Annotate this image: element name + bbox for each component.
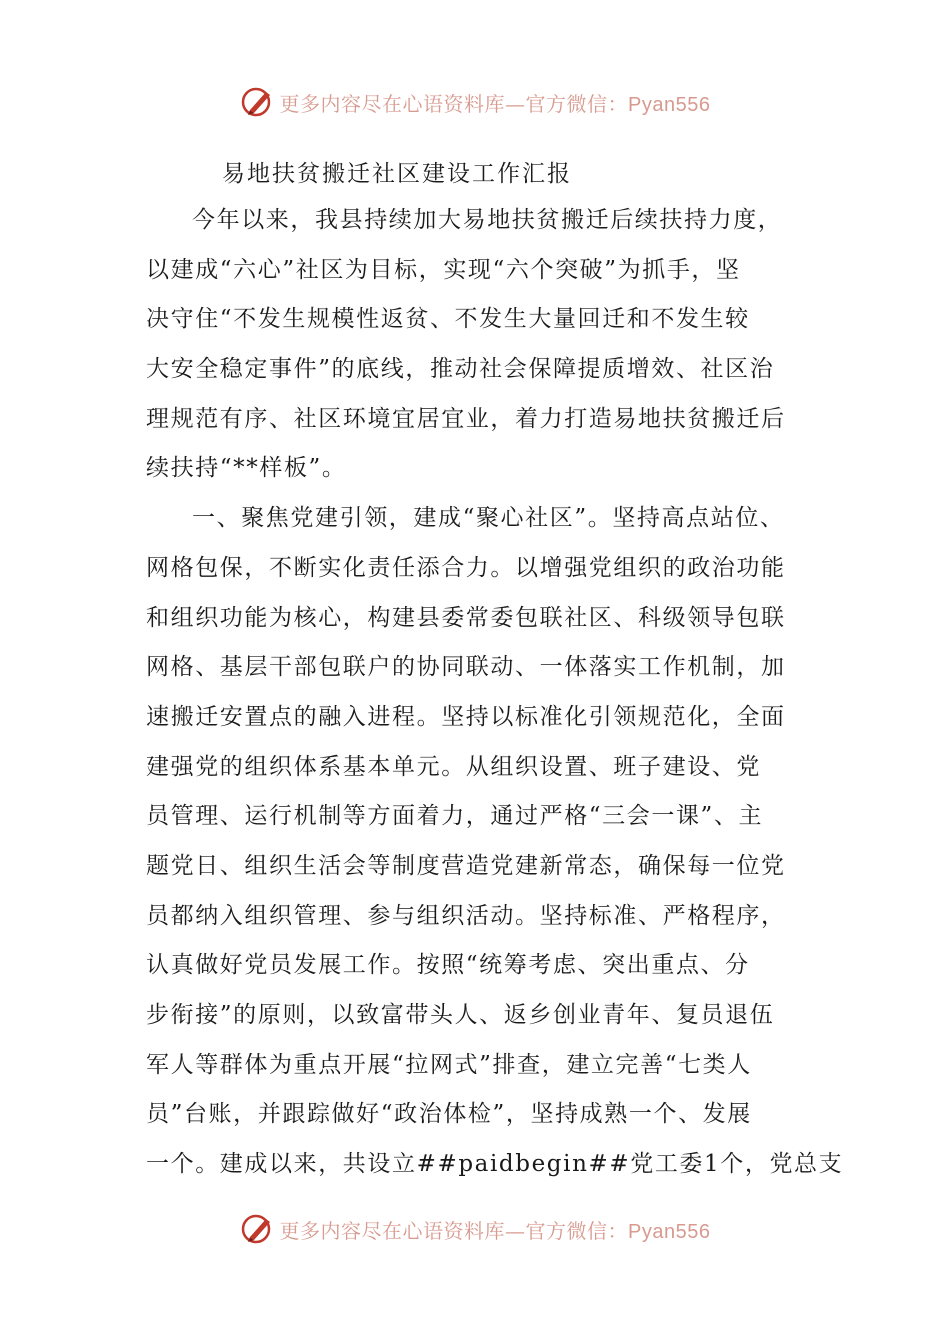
body-line: 今年以来，我县持续加大易地扶贫搬迁后续扶持力度， [192, 207, 783, 233]
body-line: 员”台账，并跟踪做好“政治体检”，坚持成熟一个、发展 [146, 1101, 752, 1128]
body-line: 以建成“六心”社区为目标，实现“六个突破”为抓手，坚 [146, 256, 741, 283]
document-body [146, 196, 844, 1190]
footer-wechat-id: Pyan556 [628, 1220, 711, 1243]
body-line: 题党日、组织生活会等制度营造党建新常态，确保每一位党 [146, 852, 786, 879]
body-line: 步衔接”的原则，以致富带头人、返乡创业青年、复员退伍 [146, 1002, 775, 1028]
body-line: 和组织功能为核心，构建县委常委包联社区、科级领导包联 [146, 604, 786, 631]
header-wechat-id: Pyan556 [628, 93, 711, 116]
body-line: 续扶持“**样板”。 [146, 455, 347, 482]
body-line: 网格包保，不断实化责任添合力。以增强党组织的政治功能 [146, 554, 786, 581]
body-line: 军人等群体为重点开展“拉网式”排查，建立完善“七类人 [146, 1051, 752, 1078]
footer-banner [0, 1209, 950, 1249]
body-line: 建强党的组织体系基本单元。从组织设置、班子建设、党 [146, 753, 761, 780]
body-line: 决守住“不发生规模性返贫、不发生大量回迁和不发生较 [146, 306, 750, 333]
document-title: 易地扶贫搬迁社区建设工作汇报 [222, 161, 572, 187]
body-line: 员管理、运行机制等方面着力，通过严格“三会一课”、主 [146, 803, 764, 830]
header-banner-text: 更多内容尽在心语资料库—官方微信：Pyan556 [279, 91, 711, 116]
body-line: 认真做好党员发展工作。按照“统筹考虑、突出重点、分 [146, 952, 750, 979]
body-line: 网格、基层干部包联户的协同联动、一体落实工作机制，加 [146, 654, 786, 681]
body-line: 速搬迁安置点的融入进程。坚持以标准化引领规范化，全面 [146, 703, 786, 730]
header-banner [0, 82, 950, 122]
body-line: 一个。建成以来，共设立##paidbegin##党工委1个，党总支 [146, 1151, 844, 1178]
body-line: 一、聚焦党建引领，建成“聚心社区”。坚持高点站位、 [192, 505, 785, 532]
red-pen-circle-logo-icon [240, 84, 276, 120]
body-line: 员都纳入组织管理、参与组织活动。坚持标准、严格程序， [146, 902, 786, 929]
footer-banner-text: 更多内容尽在心语资料库—官方微信：Pyan556 [279, 1218, 711, 1243]
body-line: 大安全稳定事件”的底线，推动社会保障提质增效、社区治 [146, 356, 775, 383]
red-pen-circle-logo-icon [240, 1211, 276, 1247]
body-line: 理规范有序、社区环境宜居宜业，着力打造易地扶贫搬迁后 [146, 405, 786, 432]
